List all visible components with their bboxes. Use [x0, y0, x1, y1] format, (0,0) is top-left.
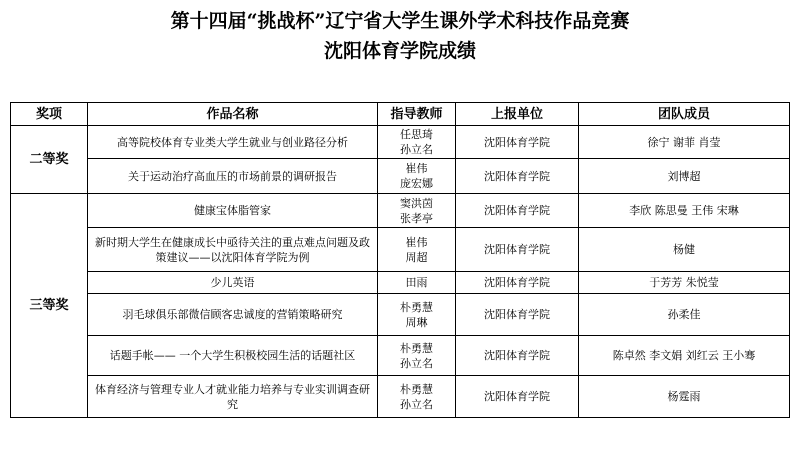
- advisor-cell: [378, 228, 456, 272]
- unit-cell: 沈阳体育学院: [456, 159, 579, 194]
- work-title: 新时期大学生在健康成长中亟待关注的重点难点问题及政策建议——以沈阳体育学院为例: [88, 228, 378, 272]
- advisor-name: 田雨: [405, 276, 428, 289]
- unit-cell: 沈阳体育学院: [456, 126, 579, 159]
- page-subtitle: 沈阳体育学院成绩: [323, 40, 476, 62]
- unit-cell: 沈阳体育学院: [456, 336, 579, 376]
- award-cell: 二等奖: [11, 126, 88, 194]
- team-cell: 陈卓然 李文娟 刘红云 王小骞: [579, 336, 790, 376]
- header-team: 团队成员: [579, 103, 790, 126]
- advisor-cell: [378, 336, 456, 376]
- work-title: 羽毛球俱乐部微信顾客忠诚度的营销策略研究: [88, 294, 378, 336]
- header-advisor: 指导教师: [378, 103, 456, 126]
- work-title: 话题手帐—— 一个大学生积极校园生活的话题社区: [88, 336, 378, 376]
- advisor-name: 周琳: [405, 315, 428, 329]
- advisor-cell: [378, 376, 456, 418]
- unit-cell: 沈阳体育学院: [456, 376, 579, 418]
- team-cell: 杨霆雨: [579, 376, 790, 418]
- work-title: 健康宝体脂管家: [88, 194, 378, 228]
- table-row: [11, 294, 790, 336]
- unit-cell: 沈阳体育学院: [456, 294, 579, 336]
- header-work: 作品名称: [88, 103, 378, 126]
- advisor-name: 张孝亭: [400, 211, 433, 225]
- team-cell: 于芳芳 朱悦莹: [579, 272, 790, 294]
- advisor-name: 任思琦: [400, 128, 433, 141]
- advisor-name: 窦洪茵: [400, 196, 433, 210]
- table-header-row: [11, 103, 790, 126]
- table-row: [11, 336, 790, 376]
- advisor-name: 朴勇慧: [400, 382, 433, 396]
- advisor-name: 孙立名: [400, 356, 433, 370]
- advisor-name: 庞宏娜: [400, 177, 433, 190]
- work-title: 高等院校体育专业类大学生就业与创业路径分析: [88, 126, 378, 159]
- advisor-cell: [378, 159, 456, 194]
- advisor-name: 朴勇慧: [400, 341, 433, 355]
- advisor-name: 周超: [405, 250, 428, 264]
- advisor-cell: [378, 272, 456, 294]
- work-title: 关于运动治疗高血压的市场前景的调研报告: [88, 159, 378, 194]
- table-row: [11, 159, 790, 194]
- results-table: [10, 102, 790, 418]
- advisor-name: 孙立名: [400, 397, 433, 411]
- advisor-cell: [378, 194, 456, 228]
- table-row: [11, 228, 790, 272]
- team-cell: 徐宁 谢菲 肖莹: [579, 126, 790, 159]
- work-title: 体育经济与管理专业人才就业能力培养与专业实训调查研究: [88, 376, 378, 418]
- unit-cell: 沈阳体育学院: [456, 272, 579, 294]
- advisor-name: 孙立名: [400, 143, 433, 156]
- team-cell: 李欣 陈思曼 王伟 宋琳: [579, 194, 790, 228]
- team-cell: 刘博超: [579, 159, 790, 194]
- table-row: [11, 376, 790, 418]
- advisor-name: 崔伟: [405, 235, 428, 249]
- advisor-name: 崔伟: [405, 162, 428, 175]
- header-unit: 上报单位: [456, 103, 579, 126]
- unit-cell: 沈阳体育学院: [456, 194, 579, 228]
- work-title: 少儿英语: [88, 272, 378, 294]
- unit-cell: 沈阳体育学院: [456, 228, 579, 272]
- table-row: [11, 272, 790, 294]
- page-title: 第十四届“挑战杯”辽宁省大学生课外学术科技作品竞赛: [170, 10, 630, 32]
- advisor-cell: [378, 126, 456, 159]
- team-cell: 杨健: [579, 228, 790, 272]
- award-cell: 三等奖: [11, 194, 88, 418]
- header-award: 奖项: [11, 103, 88, 126]
- table-row: [11, 126, 790, 159]
- table-row: [11, 194, 790, 228]
- advisor-name: 朴勇慧: [400, 300, 433, 314]
- advisor-cell: [378, 294, 456, 336]
- team-cell: 孙柔佳: [579, 294, 790, 336]
